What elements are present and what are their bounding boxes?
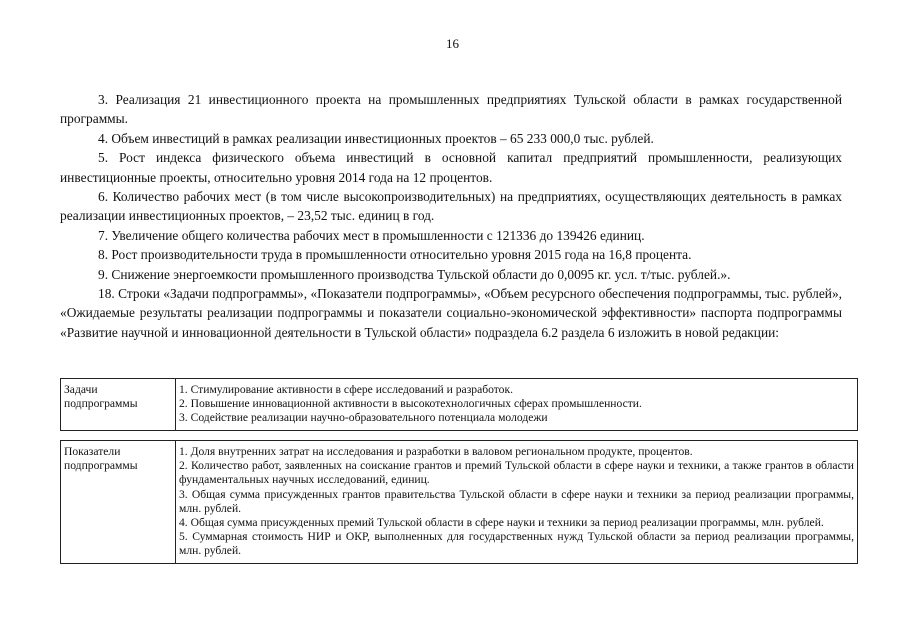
list-item: 3. Содействие реализации научно-образовательного потенциала молодежи	[179, 411, 548, 425]
paragraph-amendment-18: 18. Строки «Задачи подпрограммы», «Показатели подпрограммы», «Объем ресурсного обеспечения подпрограммы, тыс. рублей», «Ожидаемые результаты реализации подпрограммы и показатели социально-экономической эффективности» паспорта подпрограммы «Развитие научной и инновационной деятельности в Тульской области» подраздела 6.2 раздела 6 изложить в новой редакции:	[60, 286, 842, 340]
tasks-table	[60, 378, 858, 431]
indicators-label-cell: Показатели подпрограммы	[61, 441, 176, 564]
tasks-label-cell: Задачи подпрограммы	[61, 379, 176, 431]
paragraph-item-3: 3. Реализация 21 инвестиционного проекта на промышленных предприятиях Тульской области в рамках государственной программы.	[60, 92, 842, 127]
list-item: 3. Общая сумма присужденных грантов правительства Тульской области в сфере науки и техники за период реализации программы, млн. рублей.	[179, 487, 854, 515]
paragraph-item-5: 5. Рост индекса физического объема инвестиций в основной капитал предприятий промышленности, реализующих инвестиционные проекты, относительно уровня 2014 года на 12 процентов.	[60, 150, 842, 185]
list-item: 2. Количество работ, заявленных на соискание грантов и премий Тульской области в сфере науки и техники, а также грантов в области фундаментальных научных исследований, единиц.	[179, 459, 854, 487]
paragraph-item-9: 9. Снижение энергоемкости промышленного производства Тульской области до 0,0095 кг. усл. т/тыс. рублей.».	[98, 266, 731, 282]
list-item: 2. Повышение инновационной активности в высокотехнологичных сферах промышленности.	[179, 397, 642, 411]
page-number: 16	[446, 36, 459, 51]
paragraph-item-6: 6. Количество рабочих мест (в том числе высокопроизводительных) на предприятиях, осуществляющих деятельность в рамках реализации инвестиционных проектов, – 23,52 тыс. единиц в год.	[60, 189, 842, 224]
list-item: 1. Стимулирование активности в сфере исследований и разработок.	[179, 383, 514, 396]
table-row	[61, 379, 858, 431]
list-item: 4. Общая сумма присужденных премий Тульской области в сфере науки и техники за период реализации программы, млн. рублей.	[179, 516, 824, 530]
paragraph-item-4: 4. Объем инвестиций в рамках реализации инвестиционных проектов – 65 233 000,0 тыс. рублей.	[98, 130, 654, 146]
tasks-content-cell	[176, 379, 858, 431]
list-item: 1. Доля внутренних затрат на исследования и разработки в валовом региональном продукте, процентов.	[179, 445, 693, 458]
indicators-content-cell	[176, 441, 858, 564]
list-item: 5. Суммарная стоимость НИР и ОКР, выполненных для государственных нужд Тульской области за период реализации программы, млн. рублей.	[179, 530, 854, 558]
paragraph-item-8: 8. Рост производительности труда в промышленности относительно уровня 2015 года на 16,8 процента.	[98, 247, 692, 263]
paragraph-item-7: 7. Увеличение общего количества рабочих мест в промышленности с 121336 до 139426 единиц.	[98, 227, 645, 243]
indicators-table	[60, 440, 858, 564]
document-body	[60, 90, 842, 342]
table-row	[61, 441, 858, 564]
